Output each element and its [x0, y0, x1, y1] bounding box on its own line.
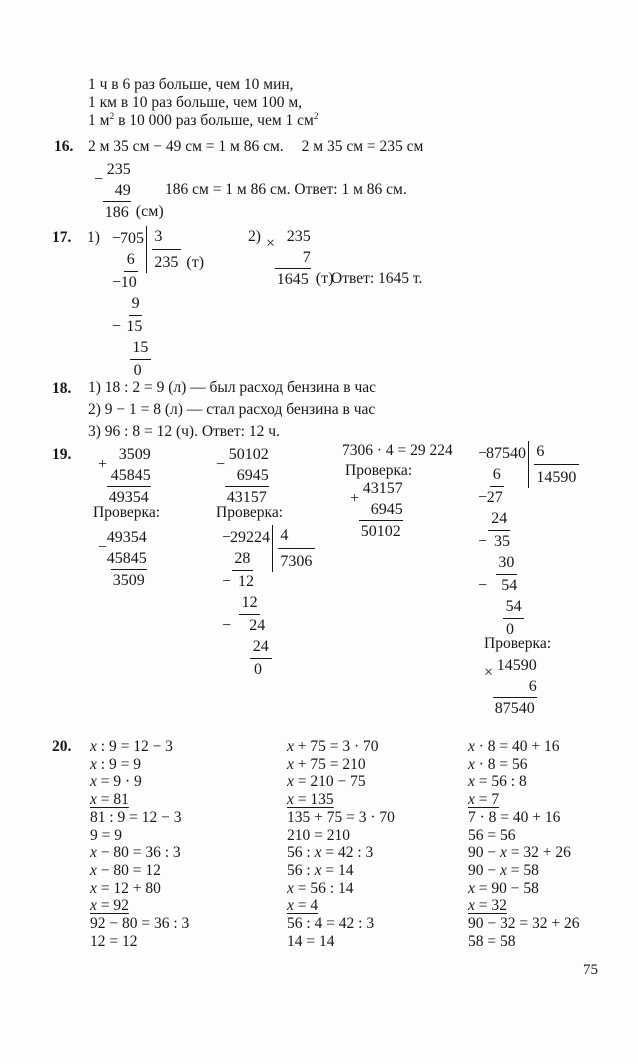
equation-line: 90 − x = 32 + 26	[468, 844, 571, 862]
result: 50102	[359, 520, 403, 542]
operand: 6	[528, 678, 537, 695]
step-number: 27	[486, 489, 503, 506]
problem-17-number: 17.	[52, 229, 72, 246]
problem-19-number: 19.	[52, 446, 72, 463]
p17-answer: Ответ: 1645 т.	[331, 270, 423, 287]
division-row	[478, 531, 526, 552]
division-bracket	[272, 525, 315, 572]
equation-line: 14 = 14	[287, 932, 335, 950]
p18-line-3: 3) 96 : 8 = 12 (ч). Ответ: 12 ч.	[88, 423, 280, 440]
step-number: 28	[232, 548, 254, 571]
equation-line: 56 : x = 14	[287, 861, 354, 879]
equation-line: 7 · 8 = 40 + 16	[468, 808, 561, 826]
operand: 235	[286, 228, 311, 245]
step-number: 35	[494, 533, 510, 550]
division-row	[222, 615, 272, 636]
plus-sign: +	[98, 455, 108, 473]
division-row	[112, 316, 151, 337]
equation-line: 56 : 4 = 42 : 3	[287, 915, 375, 933]
intro-line-3-text2: в 10 000 раз больше, чем 1 см	[114, 112, 314, 129]
operand: 50102	[228, 446, 269, 463]
result: 3509	[111, 569, 147, 591]
operand: 3509	[118, 446, 151, 463]
step-number: 24	[250, 636, 272, 659]
superscript: 2	[109, 111, 115, 122]
step-number: 54	[501, 577, 518, 594]
p19-col4-check-label: Проверка:	[484, 635, 552, 652]
division-row	[478, 487, 526, 508]
division-row	[478, 575, 526, 596]
minus-sign: −	[112, 230, 122, 247]
p18-line-2: 2) 9 − 1 = 8 (л) — стал расход бензина в час	[88, 401, 376, 418]
divisor	[278, 525, 315, 549]
equation-line: x − 80 = 12	[90, 861, 161, 879]
division-row	[112, 272, 151, 293]
p20-column-2	[287, 738, 395, 950]
equation-line: 56 = 56	[468, 826, 516, 844]
step-number: 6	[490, 464, 504, 487]
result-row	[493, 697, 537, 719]
divisor	[534, 441, 579, 465]
p20-column-3	[468, 738, 579, 950]
equation-line: x : 9 = 12 − 3	[90, 738, 173, 755]
step-number: 15	[126, 318, 143, 335]
remainder: 0	[254, 661, 262, 678]
p17-long-division	[112, 228, 205, 381]
equation-answer-line: x = 81	[90, 791, 129, 809]
equation-line: 12 = 12	[90, 932, 138, 950]
minus-sign: −	[222, 573, 232, 590]
p19-col4-check-multiplication	[484, 655, 537, 719]
division-row	[112, 293, 151, 316]
minus-sign: −	[94, 170, 104, 188]
problem-16-number: 16.	[54, 138, 74, 155]
equation-answer-line: x = 4	[287, 897, 319, 915]
division-bracket	[528, 441, 579, 488]
division-row	[112, 337, 151, 360]
divisor	[152, 226, 181, 250]
p19-col2-subtraction	[216, 444, 269, 508]
division-row	[222, 571, 272, 592]
minus-sign: −	[222, 529, 232, 546]
result-row	[103, 201, 164, 223]
unit-label: (т)	[315, 270, 334, 287]
result: 186	[103, 201, 131, 223]
problem-20-number: 20.	[52, 738, 72, 755]
p16-equation-line	[88, 138, 423, 157]
division-row	[478, 443, 526, 464]
divisor-value: 6	[536, 443, 545, 460]
step-number: 24	[488, 508, 510, 531]
equation-line: 9 = 9	[90, 826, 122, 844]
equation-line: 90 − x = 58	[468, 861, 539, 879]
step-number: 9	[129, 293, 143, 316]
intro-line-1: 1 ч в 6 раз больше, чем 10 мин,	[88, 76, 294, 93]
divisor-value: 4	[280, 527, 289, 544]
equation-line: x + 75 = 210	[287, 755, 366, 773]
division-row	[222, 636, 272, 659]
result: 49354	[107, 486, 151, 508]
minus-sign: −	[222, 617, 232, 634]
operand: 6945	[370, 501, 403, 518]
minus-sign: −	[478, 577, 488, 594]
problem-18-number: 18.	[52, 380, 72, 397]
operand: 6945	[236, 467, 269, 484]
operand: 45845	[110, 467, 151, 484]
division-row	[478, 596, 526, 619]
result-row	[275, 268, 334, 290]
page-number: 75	[583, 962, 598, 978]
minus-sign: −	[478, 533, 488, 550]
equation-answer-line: x = 32	[468, 897, 507, 915]
operand: 235	[106, 161, 131, 178]
p19-col4-division	[478, 443, 577, 640]
p20-column-1	[90, 738, 189, 950]
operand: 43157	[362, 480, 403, 497]
equation-line: x = 56 : 8	[468, 773, 527, 791]
p17-part2-label: 2)	[248, 228, 261, 245]
equation-answer-line: x = 92	[90, 897, 129, 915]
division-row	[478, 552, 526, 575]
p17-part1-label: 1)	[87, 229, 100, 246]
unit-label: (т)	[186, 254, 205, 271]
division-row	[112, 249, 151, 272]
minus-sign: −	[478, 489, 488, 506]
equation-line: 210 = 210	[287, 826, 350, 844]
remainder: 0	[133, 362, 142, 379]
p16-subtraction-block	[94, 159, 164, 223]
step-number: 54	[503, 596, 525, 619]
quotient-row	[152, 250, 205, 273]
equation-line: x · 8 = 56	[468, 755, 528, 773]
step-number: 24	[249, 617, 266, 634]
result: 87540	[493, 697, 537, 719]
equation-line: 56 : x = 42 : 3	[287, 844, 374, 862]
division-row	[112, 360, 151, 381]
p19-col3-check-label: Проверка:	[345, 462, 413, 479]
step-number: 12	[239, 592, 261, 615]
step-number: 12	[238, 573, 254, 590]
step-number: 10	[120, 274, 137, 291]
divisor-value: 3	[154, 228, 163, 245]
result: 43157	[225, 486, 269, 508]
p16-eq-main: 2 м 35 см − 49 см = 1 м 86 см.	[88, 138, 284, 155]
p19-col1-check-subtraction	[98, 527, 147, 591]
result-row	[107, 569, 147, 591]
division-row	[478, 464, 526, 487]
equation-line: 81 : 9 = 12 − 3	[90, 808, 182, 826]
result: 1645	[275, 268, 311, 290]
minus-sign: −	[478, 445, 488, 462]
p19-col2-check-division	[222, 527, 313, 680]
plus-sign: +	[350, 489, 360, 507]
division-row	[478, 508, 526, 531]
operand: 7	[302, 249, 311, 266]
p18-line-1: 1) 18 : 2 = 9 (л) — был расход бензина в час	[88, 379, 377, 396]
equation-line: x − 80 = 36 : 3	[90, 844, 181, 862]
operand: 49354	[106, 529, 147, 546]
minus-sign: −	[112, 274, 122, 291]
equation-line: 58 = 58	[468, 932, 516, 950]
equation-line: 90 − 32 = 32 + 26	[468, 915, 580, 933]
p19-col2-check-label: Проверка:	[216, 504, 284, 521]
division-row	[222, 527, 272, 548]
remainder: 0	[506, 621, 514, 638]
intro-line-3-text: 1 м	[88, 112, 110, 129]
equation-line: x = 56 : 14	[287, 879, 354, 897]
equation-line: x + 75 = 3 · 70	[287, 738, 379, 755]
equation-line: x : 9 = 9	[90, 755, 141, 773]
division-bracket	[146, 226, 205, 273]
superscript: 2	[313, 111, 319, 122]
equation-line: x = 90 − 58	[468, 879, 539, 897]
quotient-value: 235	[154, 254, 179, 271]
unit-label: (см)	[135, 203, 164, 220]
intro-line-2: 1 км в 10 раз больше, чем 100 м,	[88, 94, 303, 111]
dividend: 705	[120, 230, 144, 247]
operand: 14590	[496, 657, 537, 674]
division-row	[222, 548, 272, 571]
p19-col1-check-label: Проверка:	[93, 504, 161, 521]
minus-sign: −	[98, 538, 108, 556]
dividend: 87540	[486, 445, 526, 462]
p16-note: 186 см = 1 м 86 см. Ответ: 1 м 86 см.	[165, 181, 407, 198]
equation-line: x = 210 − 75	[287, 773, 366, 791]
division-row	[222, 659, 272, 680]
division-row	[222, 592, 272, 615]
operand: 49	[114, 182, 131, 199]
step-number: 30	[496, 552, 518, 575]
step-number: 15	[130, 337, 152, 360]
p16-eq-convert: 2 м 35 см = 235 см	[301, 138, 424, 155]
result-row	[359, 520, 403, 542]
equation-line: 92 − 80 = 36 : 3	[90, 915, 190, 933]
intro-line-3	[88, 112, 319, 131]
division-row	[112, 228, 151, 249]
operand: 45845	[106, 550, 147, 567]
quotient-value: 14590	[536, 469, 577, 486]
equation-answer-line: x = 135	[287, 791, 334, 809]
p17-multiplication-block	[266, 226, 334, 290]
times-sign: ×	[484, 664, 494, 682]
quotient-row	[534, 465, 579, 488]
equation-line: x · 8 = 40 + 16	[468, 738, 560, 755]
times-sign: ×	[266, 235, 276, 253]
equation-line: 135 + 75 = 3 · 70	[287, 808, 395, 826]
minus-sign: −	[216, 455, 226, 473]
step-number: 6	[124, 249, 138, 272]
quotient-row	[278, 549, 315, 572]
equation-answer-line: x = 7	[468, 791, 500, 809]
minus-sign: −	[112, 318, 122, 335]
equation-line: x = 9 · 9	[90, 773, 142, 791]
p19-col3-equation: 7306 · 4 = 29 224	[342, 442, 453, 459]
p19-col3-check-addition	[350, 478, 403, 542]
dividend: 29224	[230, 529, 270, 546]
equation-line: x = 12 + 80	[90, 879, 161, 897]
quotient-value: 7306	[280, 553, 313, 570]
p19-col1-addition	[98, 444, 151, 508]
